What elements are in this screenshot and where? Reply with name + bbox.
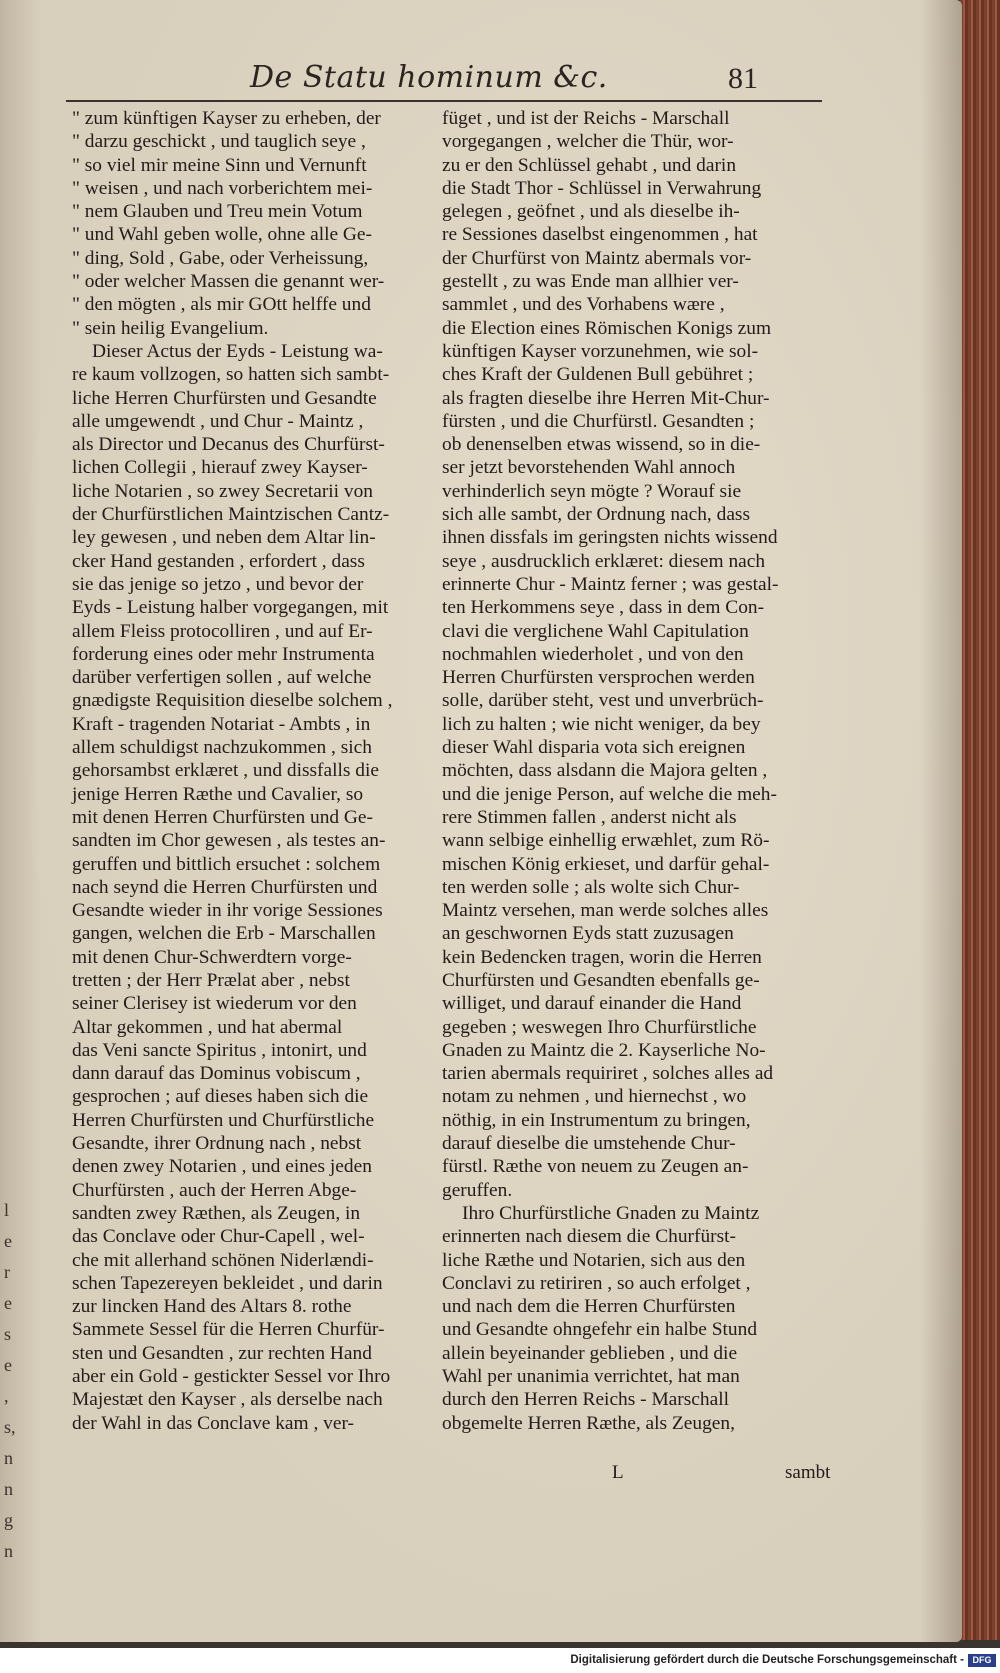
text-line: Churfürsten , auch der Herren Abge- (72, 1179, 357, 1201)
text-line: lich zu halten ; wie nicht weniger, da bey (442, 713, 761, 735)
text-line: clavi die verglichene Wahl Capitulation (442, 620, 749, 642)
text-line: lichen Collegii , hierauf zwey Kayser- (72, 457, 368, 479)
text-line: " darzu geschickt , und tauglich seye , (72, 131, 366, 153)
margin-fragment: e (4, 1293, 12, 1313)
text-line: ten werden solle ; als wolte sich Chur- (442, 876, 740, 898)
text-line: dieser Wahl disparia vota sich ereignen (442, 737, 746, 759)
margin-fragment: l (4, 1200, 10, 1220)
text-line: jenige Herren Ræthe und Cavalier, so (72, 783, 364, 805)
text-line: liche Notarien , so zwey Secretarii von (72, 480, 373, 502)
text-line: mit denen Herren Churfürsten und Ge- (72, 806, 373, 828)
text-line: als Director und Decanus des Churfürst- (72, 434, 385, 456)
text-line: schen Tapezereyen bekleidet , und darin (72, 1272, 383, 1294)
text-line: darüber verfertigen sollen , auf welche (72, 667, 372, 689)
text-line: Wahl per unanimia verrichtet, hat man (442, 1366, 740, 1388)
page-number: 81 (728, 62, 758, 95)
text-line: der Churfürst von Maintz abermals vor- (442, 247, 752, 269)
text-line: das Conclave oder Chur-Capell , wel- (72, 1226, 365, 1248)
text-line: liche Herren Churfürsten und Gesandte (72, 387, 377, 409)
text-line: allem Fleiss protocolliren , und auf Er- (72, 620, 373, 642)
text-line: und nach dem die Herren Churfürsten (442, 1296, 736, 1318)
text-line: Gesandte wieder in ihr vorige Sessiones (72, 900, 383, 922)
text-line: möchten, dass alsdann die Majora gelten , (442, 760, 768, 782)
text-line: williget, und darauf einander die Hand (442, 993, 742, 1015)
text-line: geruffen. (442, 1179, 513, 1201)
text-line: fürsten , und die Churfürstl. Gesandten ; (442, 410, 755, 432)
text-line: gegeben ; weswegen Ihro Churfürstliche (442, 1016, 757, 1038)
text-line: nöthig, in ein Instrumentum zu bringen, (442, 1109, 751, 1131)
text-line: nochmahlen wiederholet , und von den (442, 643, 744, 665)
text-line: ser jetzt bevorstehenden Wahl annoch (442, 457, 736, 479)
text-line: wann selbige einhellig erwæhlet, zum Rö- (442, 830, 770, 852)
text-line: Eyds - Leistung halber vorgegangen, mit (72, 597, 389, 619)
text-line: ob denenselben etwas wissend, so in die- (442, 434, 761, 456)
text-line: der Wahl in das Conclave kam , ver- (72, 1412, 354, 1434)
text-line: zu er den Schlüssel gehabt , und darin (442, 154, 737, 176)
dfg-logo: DFG (968, 1654, 996, 1667)
text-line: re Sessiones daselbst eingenommen , hat (442, 224, 758, 246)
text-line: ches Kraft der Guldenen Bull gebühret ; (442, 364, 754, 386)
text-line: " so viel mir meine Sinn und Vernunft (72, 154, 367, 176)
text-line: und Gesandte ohngefehr ein halbe Stund (442, 1319, 758, 1341)
text-line: obgemelte Herren Ræthe, als Zeugen, (442, 1412, 735, 1434)
header-rule (66, 100, 822, 102)
text-line: Altar gekommen , und hat abermal (72, 1016, 343, 1038)
text-line: der Churfürstlichen Maintzischen Cantz- (72, 504, 390, 526)
text-line: gehorsambst erklæret , und dissfalls die (72, 760, 379, 782)
text-line: Churfürsten und Gesandten ebenfalls ge- (442, 969, 760, 991)
text-line: seiner Clerisey ist wiederum vor den (72, 993, 357, 1015)
text-line: ley gewesen , und neben dem Altar lin- (72, 527, 376, 549)
text-line: dann darauf das Dominus vobiscum , (72, 1063, 361, 1085)
text-line: Gnaden zu Maintz die 2. Kayserliche No- (442, 1039, 766, 1061)
text-line: Ihro Churfürstliche Gnaden zu Maintz (462, 1202, 760, 1224)
text-line: allein beyeinander geblieben , und die (442, 1342, 738, 1364)
text-line: die Election eines Römischen Konigs zum (442, 317, 772, 339)
text-line: notam zu nehmen , und hiernechst , wo (442, 1086, 747, 1108)
signature-mark: L (612, 1462, 624, 1483)
text-line: sandten zwey Ræthen, als Zeugen, in (72, 1202, 361, 1224)
text-line: sammlet , und des Vorhabens wære , (442, 294, 725, 316)
margin-fragment: r (4, 1262, 10, 1282)
text-line: geruffen und bittlich ersuchet : solchem (72, 853, 381, 875)
text-line: solle, darüber steht, vest und unverbrüch- (442, 690, 764, 712)
text-line: Dieser Actus der Eyds - Leistung wa- (92, 340, 383, 362)
left-text-column (72, 107, 434, 1435)
text-line: Gesandte, ihrer Ordnung nach , nebst (72, 1133, 362, 1155)
text-line: füget , und ist der Reichs - Marschall (442, 108, 730, 129)
text-line: zur lincken Hand des Altars 8. rothe (72, 1296, 352, 1318)
text-line: " den mögten , als mir GOtt helffe und (72, 294, 371, 316)
text-line: gnædigste Requisition dieselbe solchem , (72, 690, 393, 712)
text-line: alle umgewendt , und Chur - Maintz , (72, 410, 364, 432)
right-text-column (442, 107, 814, 1435)
running-title: De Statu hominum &c. (250, 60, 608, 95)
text-line: " ding, Sold , Gabe, oder Verheissung, (72, 247, 369, 269)
text-line: erinnerten nach diesem die Churfürst- (442, 1226, 736, 1248)
text-line: Sammete Sessel für die Herren Churfür- (72, 1319, 385, 1341)
text-line: ten Herkommens seye , dass in dem Con- (442, 597, 765, 619)
text-line: nach seynd die Herren Churfürsten und (72, 876, 378, 898)
margin-fragment: s, (4, 1417, 16, 1437)
text-line: fürstl. Ræthe von neuem zu Zeugen an- (442, 1156, 749, 1178)
margin-fragment: s (4, 1324, 12, 1344)
text-line: gestellt , zu was Ende man allhier ver- (442, 271, 739, 293)
text-line: Kraft - tragenden Notariat - Ambts , in (72, 713, 371, 735)
margin-fragment: e (4, 1231, 12, 1251)
text-line: vorgegangen , welcher die Thür, wor- (442, 131, 734, 153)
margin-fragment: e (4, 1355, 12, 1375)
text-line: tarien abermals requiriret , solches alles ad (442, 1063, 774, 1085)
text-line: als fragten dieselbe ihre Herren Mit-Chur- (442, 387, 770, 409)
margin-fragment: , (4, 1386, 9, 1406)
text-line: verhinderlich seyn mögte ? Worauf sie (442, 480, 742, 502)
text-line: kein Bedencken tragen, worin die Herren (442, 946, 762, 968)
text-line: " und Wahl geben wolle, ohne alle Ge- (72, 224, 372, 246)
text-line: sandten im Chor gewesen , als testes an- (72, 830, 386, 852)
text-line: liche Ræthe und Notarien, sich aus den (442, 1249, 746, 1271)
text-line: rere Stimmen fallen , anderst nicht als (442, 806, 737, 828)
text-line: ihnen dissfals im geringsten nichts wissend (442, 527, 778, 549)
text-line: sie das jenige so jetzo , und bevor der (72, 573, 364, 595)
text-line: das Veni sancte Spiritus , intonirt, und (72, 1039, 367, 1061)
text-line: gelegen , geöfnet , und als dieselbe ih- (442, 201, 740, 223)
text-line: mischen König erkieset, und darfür gehal- (442, 853, 770, 875)
text-line: seye , ausdrucklich erklæret: diesem nach (442, 550, 766, 572)
facing-page-margin-fragments (4, 1195, 18, 1567)
text-line: Maintz versehen, man werde solches alles (442, 900, 769, 922)
catchword: sambt (785, 1462, 831, 1483)
text-line: " weisen , und nach vorberichtem mei- (72, 177, 373, 199)
text-line: sich alle sambt, der Ordnung nach, dass (442, 504, 751, 526)
text-line: Conclavi zu retiriren , so auch erfolget , (442, 1272, 751, 1294)
digitization-footer (0, 1648, 1000, 1673)
text-line: gangen, welchen die Erb - Marschallen (72, 923, 376, 945)
text-line: und die jenige Person, auf welche die meh- (442, 783, 777, 805)
text-line: forderung eines oder mehr Instrumenta (72, 643, 375, 665)
text-line: an geschwornen Eyds statt zuzusagen (442, 923, 734, 945)
text-line: künftigen Kayser vorzunehmen, wie sol- (442, 340, 759, 362)
footer-credit: Digitalisierung gefördert durch die Deutsche Forschungsgemeinschaft - (570, 1654, 964, 1666)
text-line: Herren Churfürsten versprochen werden (442, 667, 755, 689)
text-line: Herren Churfürsten und Churfürstliche (72, 1109, 375, 1131)
text-line: " oder welcher Massen die genannt wer- (72, 271, 385, 293)
text-line: denen zwey Notarien , und eines jeden (72, 1156, 372, 1178)
text-line: allem schuldigst nachzukommen , sich (72, 737, 372, 759)
text-line: die Stadt Thor - Schlüssel in Verwahrung (442, 177, 762, 199)
text-line: " nem Glauben und Treu mein Votum (72, 201, 363, 223)
book-fore-edge (960, 0, 1000, 1640)
margin-fragment: g (4, 1510, 13, 1530)
text-line: durch den Herren Reichs - Marschall (442, 1389, 729, 1411)
text-line: cker Hand gestanden , erfordert , dass (72, 550, 365, 572)
text-line: che mit allerhand schönen Niderlændi- (72, 1249, 374, 1271)
text-line: gesprochen ; auf dieses haben sich die (72, 1086, 369, 1108)
margin-fragment: n (4, 1479, 13, 1499)
text-line: " sein heilig Evangelium. (72, 317, 269, 339)
text-line: re kaum vollzogen, so hatten sich sambt- (72, 364, 390, 386)
text-line: mit denen Chur-Schwerdtern vorge- (72, 946, 352, 968)
margin-fragment: n (4, 1541, 13, 1561)
margin-fragment: n (4, 1448, 13, 1468)
text-line: tretten ; der Herr Prælat aber , nebst (72, 969, 350, 991)
text-line: darauf dieselbe die umstehende Chur- (442, 1133, 736, 1155)
text-line: erinnerte Chur - Maintz ferner ; was gestal- (442, 573, 779, 595)
text-line: Majestæt den Kayser , als derselbe nach (72, 1389, 383, 1411)
text-line: aber ein Gold - gestickter Sessel vor Ihro (72, 1366, 391, 1388)
text-line: " zum künftigen Kayser zu erheben, der (72, 108, 381, 129)
text-line: sten und Gesandten , zur rechten Hand (72, 1342, 372, 1364)
